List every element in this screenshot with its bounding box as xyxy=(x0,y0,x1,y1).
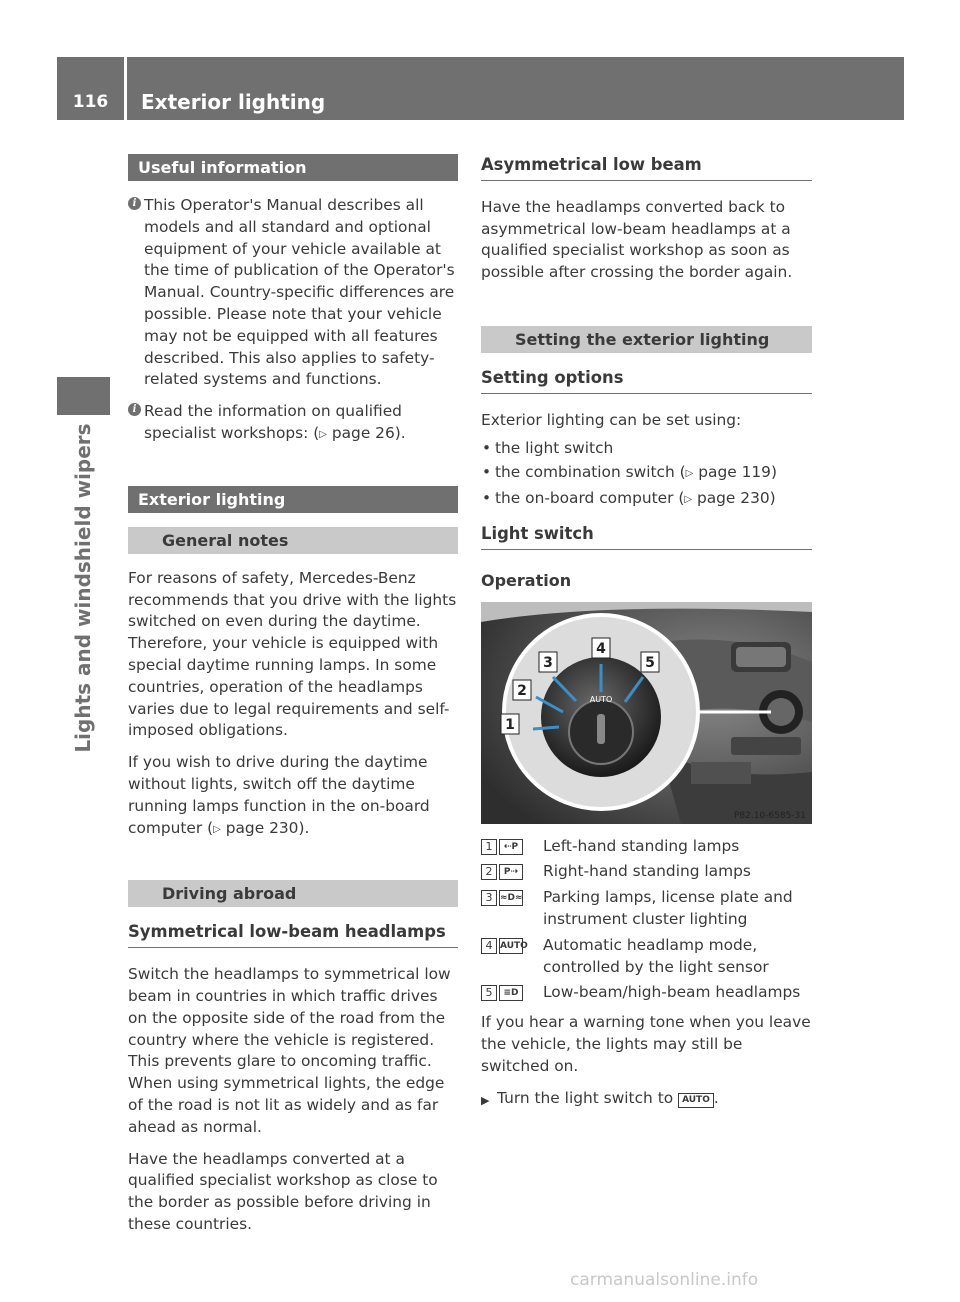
page-ref-link[interactable]: page 230) xyxy=(696,489,776,508)
auto-switch-icon: AUTO xyxy=(678,1093,714,1108)
info-note-1-text: This Operator's Manual describes all models and all standard and optional equipment of your vehicle available at the time of publication of the Operator's Manual. Country-specific differences are possible. Please note that your vehicle may not be equipped with all features described. This also applies to safety-related systems and functions. xyxy=(144,196,455,389)
right-column xyxy=(481,154,812,1119)
info-note-2 xyxy=(128,401,458,446)
low-beam-icon: ≡D xyxy=(499,985,523,1001)
side-tab-label: Lights and windshield wipers xyxy=(71,423,95,753)
left-standing-lamp-icon: ⇠P xyxy=(499,839,523,855)
light-switch-photo xyxy=(481,602,812,824)
page-ref-link[interactable]: page 119) xyxy=(698,463,777,482)
left-column xyxy=(128,154,458,1246)
legend-number: 3 xyxy=(481,890,497,906)
legend-number: 4 xyxy=(481,938,497,954)
legend-number: 5 xyxy=(481,985,497,1001)
legend-row xyxy=(481,982,812,1004)
page-ref-arrow-icon: ▷ xyxy=(684,494,693,506)
list-item xyxy=(481,462,812,485)
general-notes-heading: General notes xyxy=(128,527,458,554)
light-switch-illustration xyxy=(481,602,812,824)
legend-text: Left-hand standing lamps xyxy=(543,836,740,855)
parking-lamp-icon: ≈D≈ xyxy=(499,890,523,906)
legend-number: 1 xyxy=(481,839,497,855)
page-number: 116 xyxy=(72,92,109,112)
instruction-step xyxy=(481,1088,812,1110)
watermark: carmanualsonline.info xyxy=(570,1270,759,1290)
info-note-2-text: Read the information on qualified specialist workshops: ( xyxy=(144,402,402,442)
symmetrical-paragraph-1: Switch the headlamps to symmetrical low beam in countries in which traffic drives on the opposite side of the road from the country where the vehicle is registered. This prevents glare to oncoming traffic. When using symmetrical lights, the edge of the road is not lit as widely and as far ahead as normal. xyxy=(128,965,451,1136)
legend-text: Automatic headlamp mode, controlled by the light sensor xyxy=(543,935,769,976)
list-item-text: the combination switch ( xyxy=(495,463,686,482)
legend-row xyxy=(481,861,812,883)
list-item xyxy=(481,488,812,511)
list-item xyxy=(481,438,812,460)
info-icon: i xyxy=(128,197,141,210)
page-title: Exterior lighting xyxy=(141,90,326,114)
driving-abroad-heading: Driving abroad xyxy=(128,880,458,907)
asymmetrical-paragraph: Have the headlamps converted back to asymmetrical low-beam headlamps at a qualified specialist workshop as soon as possible after crossing the border again. xyxy=(481,197,793,282)
header-divider xyxy=(124,57,127,120)
auto-mode-icon: AUTO xyxy=(499,938,523,954)
warning-paragraph: If you hear a warning tone when you leave the vehicle, the lights may still be switched on. xyxy=(481,1013,811,1075)
useful-info-heading: Useful information xyxy=(128,154,458,181)
legend-row xyxy=(481,887,812,931)
list-item-text: the on-board computer ( xyxy=(495,489,685,508)
callout-4: 4 xyxy=(596,640,606,657)
callout-2: 2 xyxy=(517,682,527,699)
setting-options-list xyxy=(481,438,812,511)
general-notes-paragraph-1: For reasons of safety, Mercedes-Benz recommends that you drive with the lights switched on even during the daytime. Therefore, your vehicle is equipped with special daytime running lamps. In some countries, operation of the headlamps varies due to legal requirements and self-imposed obligations. xyxy=(128,568,457,740)
general-notes-paragraph-2-text: If you wish to drive during the daytime without lights, switch off the daytime running lamps function in the on-board computer ( xyxy=(128,753,430,837)
callout-3: 3 xyxy=(543,654,553,671)
light-switch-subheading: Light switch xyxy=(481,523,812,550)
page-ref-link[interactable]: page 230). xyxy=(225,818,310,837)
callout-1: 1 xyxy=(505,716,515,733)
setting-options-subheading: Setting options xyxy=(481,367,812,394)
callout-5: 5 xyxy=(645,654,655,671)
right-standing-lamp-icon: P⇢ xyxy=(499,864,523,880)
info-note-1 xyxy=(128,195,458,391)
dial-auto-label: AUTO xyxy=(589,694,613,704)
side-tab-marker xyxy=(57,377,110,415)
legend-text: Parking lamps, license plate and instrument cluster lighting xyxy=(543,888,793,928)
page-ref-arrow-icon: ▷ xyxy=(685,468,694,480)
instruction-step-text: Turn the light switch to xyxy=(497,1088,674,1107)
instruction-step-end: . xyxy=(713,1088,719,1107)
page-ref-arrow-icon: ▷ xyxy=(319,428,327,440)
exterior-lighting-heading: Exterior lighting xyxy=(128,486,458,513)
legend-text: Right-hand standing lamps xyxy=(543,862,751,881)
general-notes-paragraph-2 xyxy=(128,752,458,840)
symmetrical-low-beam-subheading: Symmetrical low-beam headlamps xyxy=(128,921,458,948)
image-code: P82.10-6585-31 xyxy=(733,810,806,821)
legend-row xyxy=(481,935,812,979)
side-tab xyxy=(57,420,110,780)
legend-number: 2 xyxy=(481,864,497,880)
legend-text: Low-beam/high-beam headlamps xyxy=(543,983,801,1002)
setting-exterior-lighting-heading: Setting the exterior lighting xyxy=(481,326,812,353)
operation-label: Operation xyxy=(481,570,572,590)
info-icon: i xyxy=(128,403,141,416)
list-item-text: the light switch xyxy=(495,438,614,457)
page-ref-arrow-icon: ▷ xyxy=(213,823,221,835)
setting-intro: Exterior lighting can be set using: xyxy=(481,410,742,429)
asymmetrical-low-beam-subheading: Asymmetrical low beam xyxy=(481,154,812,181)
page-ref-link[interactable]: page 26). xyxy=(331,423,406,442)
legend-row xyxy=(481,836,812,858)
symmetrical-paragraph-2: Have the headlamps converted at a qualified specialist workshop as close to the border as possible before driving in these countries. xyxy=(128,1149,438,1233)
